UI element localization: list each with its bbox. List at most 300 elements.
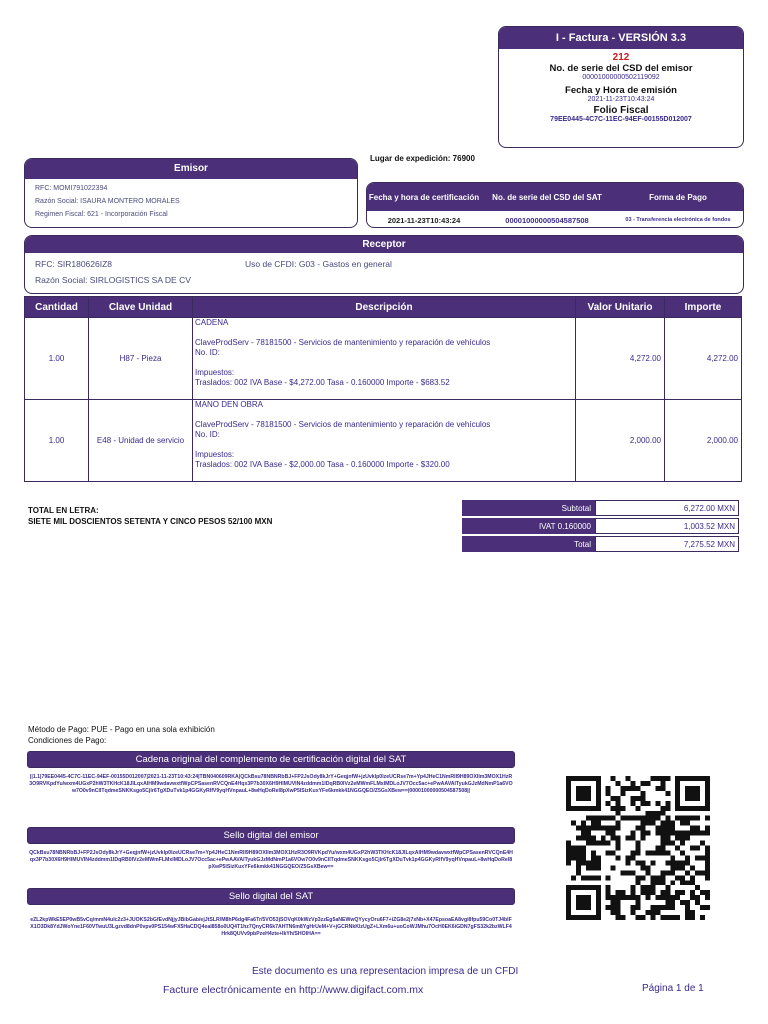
item-desc-name: CADENA bbox=[195, 318, 229, 327]
qr-module bbox=[700, 776, 705, 781]
qr-module bbox=[581, 860, 586, 865]
qr-module bbox=[621, 791, 626, 796]
qr-module bbox=[586, 826, 591, 831]
qr-module bbox=[596, 841, 601, 846]
qr-module bbox=[690, 806, 695, 811]
qr-module bbox=[690, 796, 695, 801]
total-label: Total bbox=[462, 536, 595, 552]
qr-module bbox=[571, 855, 576, 860]
folio-fiscal-label: Folio Fiscal bbox=[593, 105, 649, 116]
qr-module bbox=[591, 821, 596, 826]
qr-module bbox=[591, 875, 596, 880]
qr-module bbox=[665, 836, 670, 841]
qr-module bbox=[616, 796, 621, 801]
qr-module bbox=[670, 870, 675, 875]
qr-module bbox=[576, 870, 581, 875]
qr-module bbox=[665, 821, 670, 826]
qr-module bbox=[586, 885, 591, 890]
qr-module bbox=[675, 776, 680, 781]
qr-module bbox=[670, 821, 675, 826]
qr-module bbox=[616, 826, 621, 831]
qr-module bbox=[640, 796, 645, 801]
qr-module bbox=[606, 890, 611, 895]
qr-module bbox=[611, 836, 616, 841]
qr-module bbox=[566, 890, 571, 895]
header-valor-unitario: Valor Unitario bbox=[576, 297, 665, 318]
qr-module bbox=[566, 860, 571, 865]
qr-module bbox=[576, 905, 581, 910]
qr-module bbox=[596, 781, 601, 786]
qr-module bbox=[670, 841, 675, 846]
sello-emisor-title: Sello digital del emisor bbox=[27, 827, 515, 844]
sat-certificacion-box bbox=[366, 182, 744, 228]
qr-module bbox=[626, 776, 631, 781]
qr-module bbox=[645, 801, 650, 806]
condiciones-pago: Condiciones de Pago: bbox=[28, 736, 107, 745]
metodo-pago: Método de Pago: PUE - Pago en una sola exhibición bbox=[28, 725, 215, 734]
qr-module bbox=[616, 890, 621, 895]
qr-module bbox=[665, 850, 670, 855]
qr-module bbox=[665, 915, 670, 920]
qr-module bbox=[576, 776, 581, 781]
qr-module bbox=[631, 836, 636, 841]
qr-module bbox=[636, 826, 641, 831]
qr-module bbox=[655, 776, 660, 781]
qr-module bbox=[611, 826, 616, 831]
qr-module bbox=[675, 836, 680, 841]
qr-module bbox=[690, 831, 695, 836]
qr-module bbox=[690, 880, 695, 885]
factura-box bbox=[498, 26, 744, 148]
qr-module bbox=[690, 895, 695, 900]
cadena-original-text: ||1.1|79EE0445-4C7C-11EC-94EF-00155D012007|2021-11-23T10:43:24|TBN040609RKA|QCkBsu78NBNRbBJ+FP2JsOdy8kJrY+GeqjnfW+jzUvklp0lzeUCRse7m+Yp4JHeC1NmRII9H89OXlIm3MOX1HzR3O9RVKpdYu/wxm4UGxP2hW3TKHcK18JILqxAlHM9wdavwxtfWpCPSasenRVCQnE4Hqx3P7b30X6H9HlMUVIN4zddmm1IDqRB0IVz2eMWmFLMxIMDLoJV7Occ5ac+ePwAAVAlTyukGJzMdNmP1a6VOw7O0v9nCllTqdmeSNKKsgo5Cjlr6TgXDuTvk1p4GGKyRIfV9yqHVnpauL+8wHqDoRel8pXwP5lSizKuxYFe6kmkk41NGGQEO/Z5GsXBew==|00001000000504587508|| bbox=[29, 774, 513, 794]
qr-module bbox=[596, 791, 601, 796]
qr-module bbox=[655, 801, 660, 806]
qr-module bbox=[685, 910, 690, 915]
qr-module bbox=[596, 776, 601, 781]
qr-module bbox=[640, 890, 645, 895]
qr-module bbox=[675, 865, 680, 870]
qr-module bbox=[606, 885, 611, 890]
qr-module bbox=[596, 786, 601, 791]
item-unidad: H87 - Pieza bbox=[89, 318, 193, 400]
qr-module bbox=[700, 855, 705, 860]
qr-module bbox=[621, 895, 626, 900]
qr-module bbox=[581, 836, 586, 841]
qr-module bbox=[640, 821, 645, 826]
qr-module bbox=[705, 890, 710, 895]
qr-module bbox=[581, 796, 586, 801]
table-row bbox=[25, 400, 742, 482]
folio-number: 212 bbox=[612, 52, 630, 63]
qr-module bbox=[665, 791, 670, 796]
qr-module bbox=[631, 816, 636, 821]
receptor-title: Receptor bbox=[25, 236, 743, 253]
cfdi-note: Este documento es una representacion impresa de un CFDI bbox=[252, 966, 519, 977]
pago-info bbox=[28, 724, 215, 746]
fecha-emision-label: Fecha y Hora de emisión bbox=[565, 85, 677, 96]
qr-module bbox=[636, 846, 641, 851]
qr-module bbox=[616, 811, 621, 816]
sello-sat-section bbox=[27, 888, 515, 957]
qr-module bbox=[660, 846, 665, 851]
qr-module bbox=[665, 895, 670, 900]
cadena-original-title: Cadena original del complemento de certificación digital del SAT bbox=[27, 751, 515, 768]
qr-module bbox=[591, 836, 596, 841]
qr-module bbox=[660, 841, 665, 846]
qr-module bbox=[640, 915, 645, 920]
qr-module bbox=[700, 890, 705, 895]
qr-module bbox=[665, 816, 670, 821]
sello-sat-title: Sello digital del SAT bbox=[27, 888, 515, 905]
qr-module bbox=[650, 890, 655, 895]
qr-module bbox=[636, 905, 641, 910]
qr-module bbox=[636, 860, 641, 865]
qr-module bbox=[596, 915, 601, 920]
qr-module bbox=[571, 846, 576, 851]
iva-label: IVAT 0.160000 bbox=[462, 518, 595, 534]
item-desc-name: MANO DEN OBRA bbox=[195, 400, 264, 409]
qr-module bbox=[650, 875, 655, 880]
qr-module bbox=[705, 826, 710, 831]
qr-module bbox=[705, 875, 710, 880]
qr-module bbox=[685, 836, 690, 841]
qr-module bbox=[700, 806, 705, 811]
qr-module bbox=[581, 776, 586, 781]
qr-module bbox=[566, 791, 571, 796]
qr-module bbox=[650, 910, 655, 915]
qr-module bbox=[705, 895, 710, 900]
qr-module bbox=[596, 796, 601, 801]
totals-table bbox=[462, 498, 739, 554]
qr-module bbox=[576, 846, 581, 851]
qr-module bbox=[636, 850, 641, 855]
qr-module bbox=[695, 895, 700, 900]
qr-module bbox=[631, 855, 636, 860]
qr-module bbox=[606, 850, 611, 855]
qr-module bbox=[631, 895, 636, 900]
qr-module bbox=[680, 875, 685, 880]
qr-module bbox=[576, 850, 581, 855]
qr-module bbox=[631, 870, 636, 875]
qr-module bbox=[586, 806, 591, 811]
qr-module bbox=[566, 786, 571, 791]
item-desc-noid: No. ID: bbox=[195, 348, 220, 357]
qr-module bbox=[655, 826, 660, 831]
qr-module bbox=[581, 826, 586, 831]
qr-module bbox=[685, 880, 690, 885]
emisor-title: Emisor bbox=[25, 159, 357, 179]
qr-module bbox=[631, 786, 636, 791]
qr-module bbox=[665, 776, 670, 781]
qr-module bbox=[616, 836, 621, 841]
qr-module bbox=[576, 791, 581, 796]
qr-module bbox=[685, 915, 690, 920]
qr-module bbox=[660, 826, 665, 831]
qr-module bbox=[576, 786, 581, 791]
qr-module bbox=[636, 915, 641, 920]
sello-sat-text: eZL2kpWkE5EP0wB5vCq/mmN4ulc2z3+JUOKS2bGfEvdNjjyJBibGab/ejJtSLR/M8hP6dg4Fa6Tr/5VO53jSOVqK0kWzVp3zzEg5aNEWwQYycyOru6F7+iZG8e2j7xNb+X47EpsoaEA8vgi8fpu59Co0TJ4bIFX1O3Dk8YdJWoYne1F60VTwuU3Lgzvd8dnP0vpv0PS154wFX5HaCDQ4eaI858o0UQ4T1hz7QnyCR6k7AHTN6m8YgHrUeM+V+jGCRNkKIzUgZ+LXm6u+uoCoWJMhu7OcH0EK6iGDN7gFS32k2bzWLF4Hrk8QUVv9pbPzeH4zte+IkYh/SHOlHA== bbox=[30, 917, 512, 937]
qr-module bbox=[655, 850, 660, 855]
qr-module bbox=[685, 791, 690, 796]
qr-module bbox=[581, 855, 586, 860]
qr-module bbox=[700, 870, 705, 875]
qr-module bbox=[655, 895, 660, 900]
qr-module bbox=[655, 875, 660, 880]
qr-module bbox=[645, 870, 650, 875]
forma-pago-value: 03 - Transferencia electrónica de fondos bbox=[625, 217, 731, 223]
forma-pago-header: Forma de Pago bbox=[613, 183, 743, 211]
facture-link[interactable]: Facture electrónicamente en http://www.digifact.com.mx bbox=[163, 984, 424, 996]
qr-module bbox=[645, 781, 650, 786]
qr-module bbox=[571, 776, 576, 781]
qr-module bbox=[705, 870, 710, 875]
qr-module bbox=[581, 806, 586, 811]
qr-module bbox=[680, 806, 685, 811]
qr-module bbox=[665, 841, 670, 846]
qr-module bbox=[665, 905, 670, 910]
qr-module bbox=[576, 915, 581, 920]
qr-module bbox=[680, 850, 685, 855]
qr-module bbox=[581, 915, 586, 920]
qr-module bbox=[596, 890, 601, 895]
qr-module bbox=[611, 865, 616, 870]
subtotal-value: 6,272.00 MXN bbox=[595, 500, 739, 516]
qr-module bbox=[596, 910, 601, 915]
qr-module bbox=[675, 895, 680, 900]
iva-value: 1,003.52 MXN bbox=[595, 518, 739, 534]
qr-module bbox=[690, 791, 695, 796]
qr-module bbox=[675, 796, 680, 801]
qr-module bbox=[566, 885, 571, 890]
qr-module bbox=[586, 841, 591, 846]
qr-module bbox=[640, 801, 645, 806]
qr-module bbox=[700, 905, 705, 910]
qr-module bbox=[695, 885, 700, 890]
qr-module bbox=[670, 831, 675, 836]
qr-module bbox=[685, 806, 690, 811]
qr-module bbox=[690, 910, 695, 915]
qr-module bbox=[591, 855, 596, 860]
qr-module bbox=[675, 875, 680, 880]
qr-module bbox=[616, 841, 621, 846]
qr-module bbox=[566, 846, 571, 851]
qr-module bbox=[680, 816, 685, 821]
qr-module bbox=[685, 816, 690, 821]
emisor-regimen: Regimen Fiscal: 621 - Incorporación Fiscal bbox=[35, 211, 168, 218]
qr-module bbox=[680, 821, 685, 826]
header-clave-unidad: Clave Unidad bbox=[89, 297, 193, 318]
qr-module bbox=[606, 841, 611, 846]
qr-module bbox=[660, 870, 665, 875]
item-desc-traslados: Traslados: 002 IVA Base - $4,272.00 Tasa - 0.160000 Importe - $683.52 bbox=[195, 378, 450, 387]
total-letra-value: SIETE MIL DOSCIENTOS SETENTA Y CINCO PESOS 52/100 MXN bbox=[28, 517, 273, 526]
qr-module bbox=[645, 890, 650, 895]
qr-module bbox=[665, 806, 670, 811]
qr-module bbox=[650, 915, 655, 920]
qr-module bbox=[611, 850, 616, 855]
qr-module bbox=[636, 816, 641, 821]
qr-module bbox=[566, 801, 571, 806]
qr-module bbox=[606, 816, 611, 821]
qr-module bbox=[631, 801, 636, 806]
receptor-rfc: RFC: SIR180626IZ8 bbox=[35, 259, 113, 269]
qr-module bbox=[636, 875, 641, 880]
qr-module bbox=[636, 895, 641, 900]
qr-module bbox=[626, 855, 631, 860]
qr-module bbox=[670, 826, 675, 831]
qr-module bbox=[650, 880, 655, 885]
qr-module bbox=[680, 836, 685, 841]
qr-module bbox=[576, 796, 581, 801]
qr-module bbox=[596, 855, 601, 860]
qr-module bbox=[675, 831, 680, 836]
qr-module bbox=[626, 816, 631, 821]
fecha-certificacion-header: Fecha y hora de certificación bbox=[367, 183, 481, 211]
qr-module bbox=[581, 831, 586, 836]
qr-module bbox=[621, 870, 626, 875]
qr-module bbox=[705, 786, 710, 791]
qr-module bbox=[660, 786, 665, 791]
qr-module bbox=[591, 860, 596, 865]
qr-module bbox=[665, 890, 670, 895]
qr-module bbox=[650, 821, 655, 826]
qr-module bbox=[695, 870, 700, 875]
qr-module bbox=[660, 781, 665, 786]
qr-module bbox=[571, 875, 576, 880]
qr-module bbox=[640, 865, 645, 870]
fecha-emision-value: 2021-11-23T10:43:24 bbox=[587, 96, 655, 103]
qr-module bbox=[685, 776, 690, 781]
cadena-original-section bbox=[27, 751, 515, 834]
emisor-rfc: RFC: MOMI791022394 bbox=[35, 185, 108, 192]
qr-module bbox=[705, 850, 710, 855]
qr-module bbox=[601, 841, 606, 846]
qr-module bbox=[660, 850, 665, 855]
qr-module bbox=[705, 806, 710, 811]
qr-module bbox=[640, 816, 645, 821]
qr-module bbox=[621, 816, 626, 821]
qr-module bbox=[566, 900, 571, 905]
qr-module bbox=[576, 865, 581, 870]
qr-module bbox=[650, 811, 655, 816]
qr-module bbox=[631, 850, 636, 855]
qr-module bbox=[660, 811, 665, 816]
qr-module bbox=[586, 860, 591, 865]
qr-module bbox=[655, 816, 660, 821]
qr-module bbox=[586, 836, 591, 841]
qr-module bbox=[611, 796, 616, 801]
sello-emisor-section bbox=[27, 827, 515, 888]
qr-module bbox=[586, 796, 591, 801]
qr-module bbox=[660, 776, 665, 781]
totals-row bbox=[462, 536, 739, 552]
qr-module bbox=[591, 850, 596, 855]
item-desc-claveprod: ClaveProdServ - 78181500 - Servicios de mantenimiento y reparación de vehículos bbox=[195, 338, 491, 347]
qr-module bbox=[665, 900, 670, 905]
qr-module bbox=[705, 846, 710, 851]
qr-module bbox=[591, 841, 596, 846]
qr-module bbox=[606, 801, 611, 806]
qr-module bbox=[660, 915, 665, 920]
qr-module bbox=[591, 776, 596, 781]
qr-module bbox=[586, 786, 591, 791]
qr-module bbox=[596, 875, 601, 880]
qr-module bbox=[690, 846, 695, 851]
qr-code-icon bbox=[566, 776, 710, 920]
qr-module bbox=[611, 900, 616, 905]
qr-module bbox=[571, 806, 576, 811]
qr-module bbox=[680, 841, 685, 846]
qr-module bbox=[566, 796, 571, 801]
qr-module bbox=[606, 826, 611, 831]
receptor-panel bbox=[24, 235, 744, 294]
qr-module bbox=[606, 875, 611, 880]
qr-module bbox=[645, 831, 650, 836]
qr-module bbox=[601, 816, 606, 821]
qr-module bbox=[581, 821, 586, 826]
qr-module bbox=[566, 855, 571, 860]
qr-module bbox=[616, 855, 621, 860]
qr-module bbox=[670, 905, 675, 910]
qr-module bbox=[591, 915, 596, 920]
qr-module bbox=[606, 831, 611, 836]
qr-module bbox=[621, 890, 626, 895]
qr-module bbox=[581, 900, 586, 905]
qr-module bbox=[700, 915, 705, 920]
qr-module bbox=[636, 880, 641, 885]
qr-module bbox=[621, 806, 626, 811]
qr-module bbox=[645, 910, 650, 915]
qr-module bbox=[571, 850, 576, 855]
item-descripcion bbox=[193, 400, 576, 482]
qr-module bbox=[705, 781, 710, 786]
qr-module bbox=[640, 781, 645, 786]
qr-module bbox=[680, 890, 685, 895]
qr-module bbox=[670, 855, 675, 860]
qr-module bbox=[675, 890, 680, 895]
qr-module bbox=[655, 786, 660, 791]
qr-module bbox=[616, 900, 621, 905]
qr-module bbox=[675, 860, 680, 865]
qr-module bbox=[660, 895, 665, 900]
qr-module bbox=[586, 831, 591, 836]
qr-module bbox=[640, 791, 645, 796]
item-valor-unitario: 4,272.00 bbox=[576, 318, 665, 400]
qr-module bbox=[675, 781, 680, 786]
table-row bbox=[25, 318, 742, 400]
receptor-razon-social: Razón Social: SIRLOGISTICS SA DE CV bbox=[35, 275, 191, 285]
qr-module bbox=[690, 875, 695, 880]
qr-module bbox=[616, 895, 621, 900]
header-importe: Importe bbox=[665, 297, 742, 318]
qr-module bbox=[705, 855, 710, 860]
qr-module bbox=[690, 826, 695, 831]
qr-module bbox=[596, 900, 601, 905]
qr-module bbox=[680, 860, 685, 865]
qr-module bbox=[645, 885, 650, 890]
qr-module bbox=[611, 776, 616, 781]
qr-module bbox=[690, 915, 695, 920]
subtotal-label: Subtotal bbox=[462, 500, 595, 516]
qr-module bbox=[640, 831, 645, 836]
qr-module bbox=[685, 786, 690, 791]
qr-module bbox=[616, 806, 621, 811]
qr-module bbox=[596, 821, 601, 826]
qr-module bbox=[705, 860, 710, 865]
qr-module bbox=[670, 900, 675, 905]
qr-module bbox=[626, 860, 631, 865]
